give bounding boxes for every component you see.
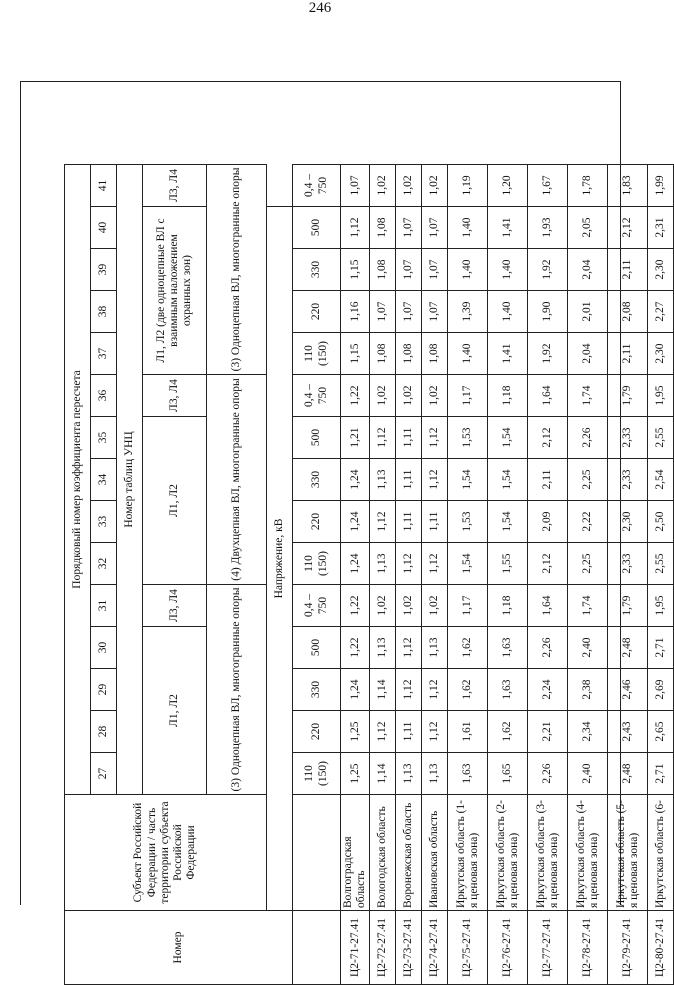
value-cell: 1,08 [422,333,448,375]
col-number: 30 [91,627,117,669]
value-cell: 1,53 [448,501,488,543]
value-cell: 1,90 [528,291,568,333]
value-cell: 1,40 [448,249,488,291]
value-cell: 1,08 [370,249,396,291]
rotated-table-container [64,165,667,985]
subject-header: Субъект Российской Федерации / часть территории субъекта Российской Федерации [65,795,267,911]
value-cell: 2,50 [648,501,674,543]
value-cell: 1,54 [448,543,488,585]
voltage-label: 220 [293,711,341,753]
coefficient-table [64,164,674,985]
value-cell: 1,54 [448,459,488,501]
value-cell: 1,40 [488,291,528,333]
value-cell: 2,30 [648,249,674,291]
row-subject: Ивановская область [422,795,448,911]
value-cell: 2,11 [608,333,648,375]
value-cell: 1,19 [448,164,488,206]
col-number: 34 [91,459,117,501]
col-number: 40 [91,207,117,249]
value-cell: 1,13 [370,459,396,501]
value-cell: 1,64 [528,375,568,417]
value-cell: 1,02 [370,585,396,627]
value-cell: 1,62 [448,669,488,711]
value-cell: 1,63 [488,627,528,669]
value-cell: 2,30 [608,501,648,543]
voltage-label: 220 [293,501,341,543]
row-subject: Иркутская область (2-я ценовая зона) [488,795,528,911]
value-cell: 1,61 [448,711,488,753]
value-cell: 2,55 [648,543,674,585]
value-cell: 1,02 [396,585,422,627]
value-cell: 1,67 [528,164,568,206]
value-cell: 1,13 [422,627,448,669]
table-row [370,164,396,984]
code-header-blank [293,911,341,985]
voltage-label: 110 (150) [293,543,341,585]
value-cell: 1,79 [608,585,648,627]
table-row [396,164,422,984]
value-cell: 2,04 [568,249,608,291]
value-cell: 1,13 [422,753,448,795]
table-frame [20,81,667,978]
line-type-label: (4) Двухцепная ВЛ, многогранные опоры [207,375,267,585]
value-cell: 1,02 [396,164,422,206]
value-cell: 2,21 [528,711,568,753]
value-cell: 2,12 [528,417,568,459]
value-cell: 1,74 [568,375,608,417]
value-cell: 1,95 [648,585,674,627]
table-numbers-title: Номер таблиц УНЦ [117,164,143,794]
table-row [528,164,568,984]
value-cell: 1,11 [422,501,448,543]
value-cell: 1,79 [608,375,648,417]
value-cell: 1,14 [370,753,396,795]
coef-title: Порядковый номер коэффициента пересчета [65,164,91,794]
value-cell: 1,07 [396,249,422,291]
col-number: 38 [91,291,117,333]
value-cell: 2,26 [568,417,608,459]
value-cell: 2,30 [648,333,674,375]
value-cell: 1,40 [448,333,488,375]
value-cell: 1,12 [370,417,396,459]
value-cell: 1,54 [488,459,528,501]
value-cell: 1,24 [341,543,370,585]
value-cell: 2,22 [568,501,608,543]
value-cell: 2,26 [528,627,568,669]
value-cell: 2,48 [608,753,648,795]
value-cell: 1,18 [488,585,528,627]
value-cell: 2,54 [648,459,674,501]
col-number: 31 [91,585,117,627]
value-cell: 2,01 [568,291,608,333]
value-cell: 1,02 [422,585,448,627]
value-cell: 2,11 [528,459,568,501]
value-cell: 1,92 [528,333,568,375]
value-cell: 2,08 [608,291,648,333]
value-cell: 1,02 [422,375,448,417]
value-cell: 1,02 [422,164,448,206]
table-group-label: Л1, Л2 [143,627,207,795]
value-cell: 2,12 [608,207,648,249]
row-subject: Иркутская область (4-я ценовая зона) [568,795,608,911]
value-cell: 2,38 [568,669,608,711]
value-cell: 1,65 [488,753,528,795]
row-subject: Иркутская область (5-я ценовая зона) [608,795,648,911]
table-group-label: Л1, Л2 (две одноцепные ВЛ с взаимным наложением охранных зон) [143,207,207,375]
value-cell: 2,71 [648,627,674,669]
row-code: Ц2-78-27.41 [568,911,608,985]
value-cell: 1,08 [370,207,396,249]
value-cell: 1,07 [422,249,448,291]
voltage-label: 0,4 – 750 [293,375,341,417]
value-cell: 2,11 [608,249,648,291]
value-cell: 1,08 [370,333,396,375]
value-cell: 1,11 [396,417,422,459]
value-cell: 1,14 [370,669,396,711]
value-cell: 1,21 [341,417,370,459]
value-cell: 1,02 [396,375,422,417]
value-cell: 2,46 [608,669,648,711]
value-cell: 2,05 [568,207,608,249]
value-cell: 1,08 [396,333,422,375]
value-cell: 1,13 [396,753,422,795]
value-cell: 1,24 [341,669,370,711]
value-cell: 1,12 [396,669,422,711]
voltage-label: 500 [293,417,341,459]
value-cell: 1,17 [448,375,488,417]
row-subject: Воронежская область [396,795,422,911]
value-cell: 1,12 [422,459,448,501]
value-cell: 1,93 [528,207,568,249]
row-code: Ц2-80-27.41 [648,911,674,985]
value-cell: 1,17 [448,585,488,627]
value-cell: 1,16 [341,291,370,333]
value-cell: 1,12 [396,543,422,585]
col-number: 35 [91,417,117,459]
value-cell: 2,31 [648,207,674,249]
row-subject: Волгоградская область [341,795,370,911]
value-cell: 1,13 [370,543,396,585]
value-cell: 1,13 [370,627,396,669]
value-cell: 1,12 [422,711,448,753]
value-cell: 1,11 [396,459,422,501]
row-subject: Иркутская область (6- [648,795,674,911]
value-cell: 1,39 [448,291,488,333]
value-cell: 2,25 [568,543,608,585]
value-cell: 1,07 [422,291,448,333]
value-cell: 1,41 [488,207,528,249]
row-code: Ц2-75-27.41 [448,911,488,985]
value-cell: 2,40 [568,753,608,795]
table-group-label: Л1, Л2 [143,417,207,585]
value-cell: 1,22 [341,375,370,417]
subject-header-blank [293,795,341,911]
voltage-label: 220 [293,291,341,333]
col-number: 37 [91,333,117,375]
col-number: 27 [91,753,117,795]
value-cell: 1,40 [448,207,488,249]
value-cell: 1,74 [568,585,608,627]
value-cell: 2,09 [528,501,568,543]
row-code: Ц2-72-27.41 [370,911,396,985]
value-cell: 1,12 [422,543,448,585]
voltage-label: 0,4 – 750 [293,164,341,206]
table-row [648,164,674,984]
value-cell: 1,92 [528,249,568,291]
row-code: Ц2-74-27.41 [422,911,448,985]
value-cell: 1,24 [341,501,370,543]
value-cell: 1,64 [528,585,568,627]
row-code: Ц2-73-27.41 [396,911,422,985]
table-row [608,164,648,984]
row-code: Ц2-79-27.41 [608,911,648,985]
value-cell: 2,33 [608,417,648,459]
value-cell: 2,34 [568,711,608,753]
value-cell: 2,48 [608,627,648,669]
value-cell: 1,02 [370,164,396,206]
voltage-label: 330 [293,459,341,501]
value-cell: 1,25 [341,753,370,795]
line-type-label: (3) Одноцепная ВЛ, многогранные опоры [207,585,267,795]
value-cell: 2,69 [648,669,674,711]
value-cell: 1,07 [422,207,448,249]
voltage-label: 330 [293,669,341,711]
value-cell: 1,25 [341,711,370,753]
value-cell: 2,04 [568,333,608,375]
value-cell: 1,12 [370,711,396,753]
value-cell: 2,12 [528,543,568,585]
value-cell: 2,40 [568,627,608,669]
value-cell: 1,54 [488,501,528,543]
voltage-label: 500 [293,207,341,249]
value-cell: 2,65 [648,711,674,753]
value-cell: 1,12 [422,417,448,459]
table-row [341,164,370,984]
table-row [568,164,608,984]
value-cell: 1,07 [370,291,396,333]
voltage-title: Напряжение, кВ [267,207,293,911]
value-cell: 2,71 [648,753,674,795]
value-cell: 1,11 [396,711,422,753]
row-subject: Иркутская область (1-я ценовая зона) [448,795,488,911]
value-cell: 1,63 [448,753,488,795]
voltage-label: 110 (150) [293,753,341,795]
value-cell: 1,83 [608,164,648,206]
value-cell: 1,40 [488,249,528,291]
value-cell: 1,63 [488,669,528,711]
col-number: 39 [91,249,117,291]
col-number: 33 [91,501,117,543]
value-cell: 1,12 [396,627,422,669]
value-cell: 1,78 [568,164,608,206]
value-cell: 1,95 [648,375,674,417]
value-cell: 2,43 [608,711,648,753]
code-header: Номер [65,911,293,985]
table-row [422,164,448,984]
value-cell: 1,18 [488,375,528,417]
line-type-label: (3) Одноцепная ВЛ, многогранные опоры [207,164,267,374]
col-number: 29 [91,669,117,711]
value-cell: 1,24 [341,459,370,501]
col-number: 28 [91,711,117,753]
table-row [448,164,488,984]
row-code: Ц2-77-27.41 [528,911,568,985]
row-subject: Иркутская область (3-я ценовая зона) [528,795,568,911]
voltage-label: 500 [293,627,341,669]
table-group-label: Л3, Л4 [143,375,207,417]
value-cell: 1,22 [341,627,370,669]
value-cell: 2,27 [648,291,674,333]
voltage-label: 330 [293,249,341,291]
value-cell: 1,20 [488,164,528,206]
value-cell: 1,12 [370,501,396,543]
value-cell: 1,12 [341,207,370,249]
value-cell: 1,07 [341,164,370,206]
value-cell: 1,02 [370,375,396,417]
voltage-label: 110 (150) [293,333,341,375]
table-group-label: Л3, Л4 [143,585,207,627]
value-cell: 2,26 [528,753,568,795]
col-number: 41 [91,164,117,206]
value-cell: 1,15 [341,333,370,375]
row-subject: Вологодская область [370,795,396,911]
voltage-label: 0,4 – 750 [293,585,341,627]
value-cell: 1,07 [396,207,422,249]
value-cell: 1,55 [488,543,528,585]
page-number: 246 [308,0,332,16]
col-number: 32 [91,543,117,585]
value-cell: 2,24 [528,669,568,711]
value-cell: 1,11 [396,501,422,543]
table-group-label: Л3, Л4 [143,164,207,206]
value-cell: 1,53 [448,417,488,459]
value-cell: 1,15 [341,249,370,291]
col-number: 36 [91,375,117,417]
value-cell: 1,99 [648,164,674,206]
table-row [488,164,528,984]
row-code: Ц2-71-27.41 [341,911,370,985]
value-cell: 2,55 [648,417,674,459]
value-cell: 1,62 [448,627,488,669]
value-cell: 2,33 [608,459,648,501]
value-cell: 1,54 [488,417,528,459]
value-cell: 2,25 [568,459,608,501]
row-code: Ц2-76-27.41 [488,911,528,985]
value-cell: 2,33 [608,543,648,585]
value-cell: 1,62 [488,711,528,753]
value-cell: 1,12 [422,669,448,711]
value-cell: 1,41 [488,333,528,375]
value-cell: 1,22 [341,585,370,627]
value-cell: 1,07 [396,291,422,333]
